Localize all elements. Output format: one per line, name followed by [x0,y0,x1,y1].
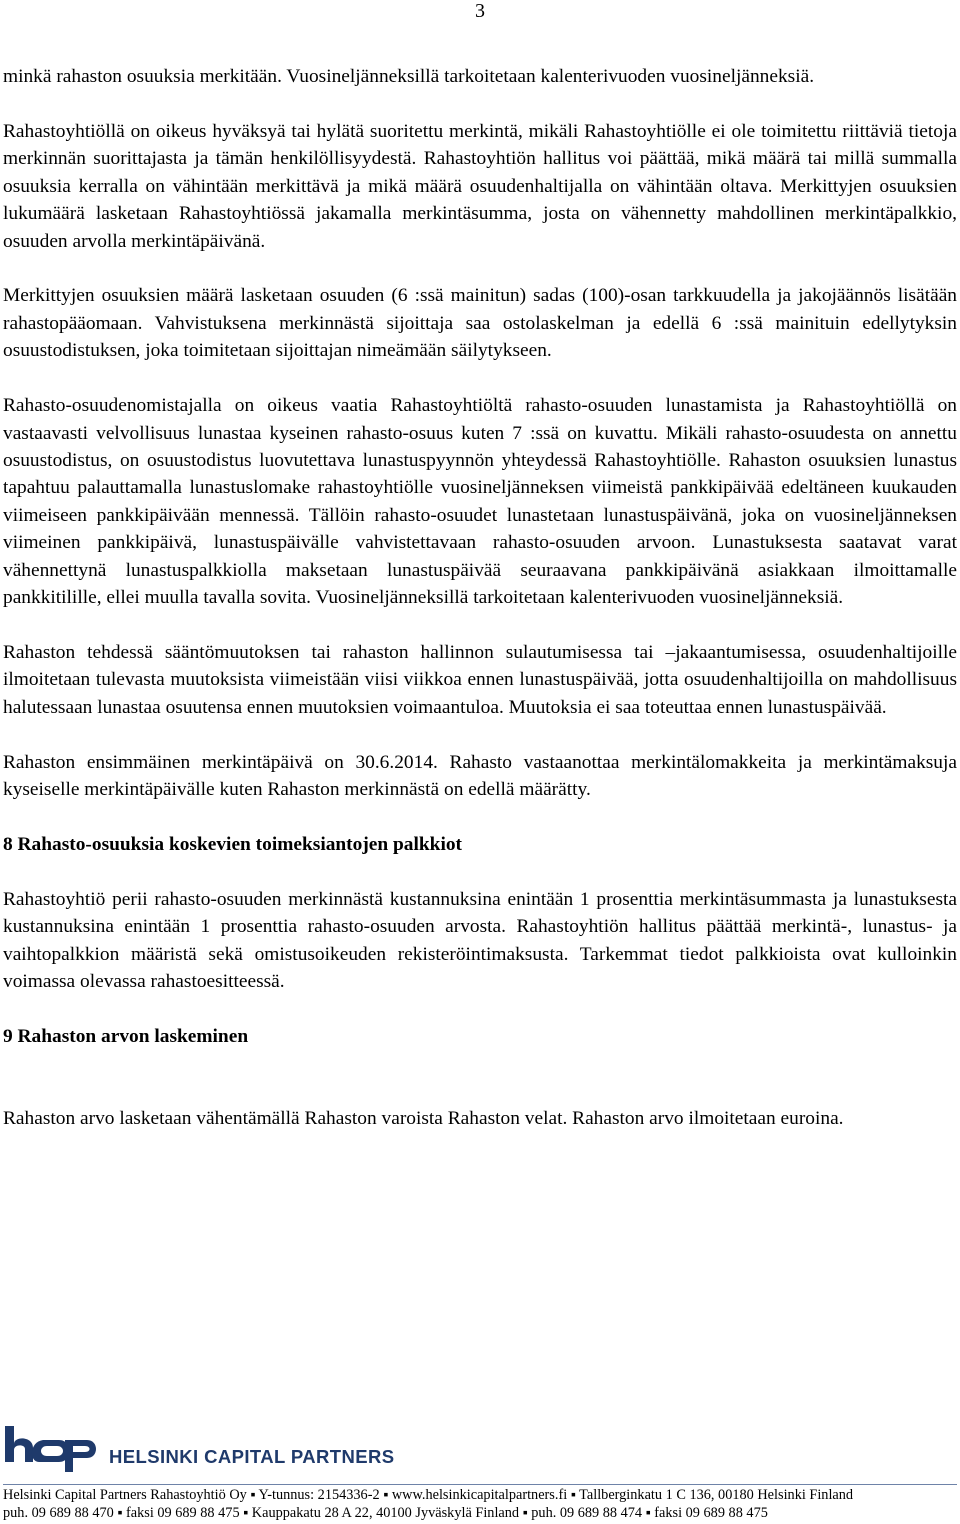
paragraph-redemption: Rahasto-osuudenomistajalla on oikeus vaatia Rahastoyhtiöltä rahasto-osuuden lunastamista ja Rahastoyhtiöllä on vastaavasti velvollisuus lunastaa kyseinen rahasto-osuus kuten 7 :ssä on kuvattu. Mikäli rahasto-osuudesta on annettu osuustodistus, on osuustodistus luovutettava lunastuspyynnön yhteydessä Rahastoyhtiölle. Rahaston osuuksien lunastus tapahtuu palauttamalla lunastuslomake rahastoyhtiölle vuosineljänneksen viimeistä pankkipäivää edeltäneen kuukauden viimeiseen pankkipäivään mennessä. Tällöin rahasto-osuudet lunastetaan lunastuspäivänä, joka on vuosineljänneksen viimeinen pankkipäivä, lunastuspäivälle vahvistettavaan rahasto-osuuden arvoon. Lunastuksesta saatavat varat vähennettynä lunastuspalkkiolla maksetaan lunastuspäivää seuraavana pankkipäivänä asiakkaan ilmoittamalle pankkitilille, ellei muulla tavalla sovita. Vuosineljänneksillä tarkoitetaan kalenterivuoden vuosineljänneksiä. [3,395,957,608]
paragraph-fees: Rahastoyhtiö perii rahasto-osuuden merkinnästä kustannuksina enintään 1 prosenttia merkintäsummasta ja lunastuksesta kustannuksina enintään 1 prosenttia rahasto-osuuden arvosta. Rahastoyhtiön hallitus päättää merkintä-, lunastus- ja vaihtopalkkion määristä sekä omistusoikeuden rekisteröintimaksusta. Tarkemmat tiedot palkkioista ovat kulloinkin voimassa olevassa rahastoesitteessä. [3,888,957,993]
document-body [3,63,957,1160]
hcp-logo-icon [3,1424,103,1476]
page-number: 3 [475,0,485,22]
paragraph-subscription-acceptance: Rahastoyhtiöllä on oikeus hyväksyä tai hylätä suoritettu merkintä, mikäli Rahastoyhtiölle ei ole toimitettu riittäviä tietoja merkinnän suorittajasta ja tämän henkilöllisyydestä. Rahastoyhtiön hallitus voi päättää, mikä määrä tai millä summalla osuuksia kerralla on vähintään merkittävä ja mikä määrä osuudenhaltijalla on vähintään oltava. Merkittyjen osuuksien lukumäärä lasketaan Rahastoyhtiössä jakamalla merkintäsumma, josta on vähennetty mahdollinen merkintäpalkkio, osuuden arvolla merkintäpäivänä. [3,120,957,252]
footer-divider [3,1484,957,1485]
paragraph-unit-calculation: Merkittyjen osuuksien määrä lasketaan osuuden (6 :ssä mainitun) sadas (100)-osan tarkkuudella ja jakojäännös lisätään rahastopääomaan. Vahvistuksena merkinnästä sijoittaja saa ostolaskelman ja edellä 6 :ssä mainituin edellytyksin osuustodistuksen, joka toimitetaan sijoittajan nimeämään säilytykseen. [3,285,957,362]
section-heading-8: 8 Rahasto-osuuksia koskevien toimeksiantojen palkkiot [3,833,463,855]
company-logo [3,1424,957,1476]
paragraph-first-subscription-day: Rahaston ensimmäinen merkintäpäivä on 30.6.2014. Rahasto vastaanottaa merkintälomakkeita ja merkintämaksuja kyseiselle merkintäpäivälle kuten Rahaston merkinnästä on edellä määrätty. [3,751,957,801]
footer-address-line-1: Helsinki Capital Partners Rahastoyhtiö Oy ▪ Y-tunnus: 2154336-2 ▪ www.helsinkicapitalpartners.fi ▪ Tallberginkatu 1 C 136, 00180 Helsinki Finland [3,1487,854,1503]
paragraph-quarter-definition: minkä rahaston osuuksia merkitään. Vuosineljänneksillä tarkoitetaan kalenterivuoden vuosineljänneksiä. [3,66,815,87]
paragraph-rule-changes: Rahaston tehdessä sääntömuutoksen tai rahaston hallinnon sulautumisessa tai –jakaantumisessa, osuudenhaltijoille ilmoitetaan tulevasta muutoksista viimeistään viisi viikkoa ennen lunastuspäivää, jotta osuudenhaltijoilla on mahdollisuus halutessaan lunastaa osuutensa ennen muutoksien voimaantuloa. Muutoksia ei saa toteuttaa ennen lunastuspäivää. [3,641,957,718]
logo-text: HELSINKI CAPITAL PARTNERS [109,1446,395,1467]
paragraph-fund-value: Rahaston arvo lasketaan vähentämällä Rahaston varoista Rahaston velat. Rahaston arvo ilmoitetaan euroina. [3,1108,844,1130]
section-heading-9: 9 Rahaston arvon laskeminen [3,1025,249,1047]
footer-address-line-2: puh. 09 689 88 470 ▪ faksi 09 689 88 475 ▪ Kauppakatu 28 A 22, 40100 Jyväskylä Finland ▪ puh. 09 689 88 474 ▪ faksi 09 689 88 475 [3,1505,768,1521]
page-footer [3,1424,957,1521]
